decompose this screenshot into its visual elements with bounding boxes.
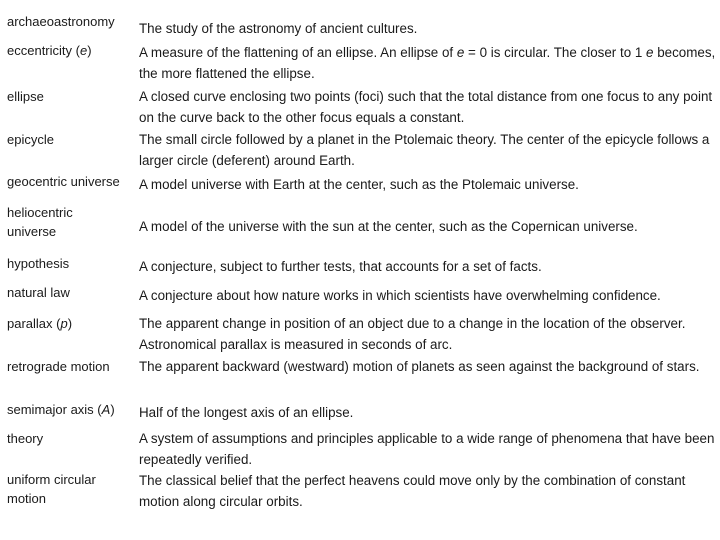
glossary-definition: A system of assumptions and principles applicable to a wide range of phenomena that have been repeatedly verified. [139,431,715,467]
glossary-definition [139,43,717,84]
glossary-term: semimajor axis (A) [7,402,115,417]
glossary-definition: The apparent backward (westward) motion of planets as seen against the background of stars. [139,359,700,374]
glossary-definition: The small circle followed by a planet in the Ptolemaic theory. The center of the epicycle follows a larger circle (deferent) around Earth. [139,132,710,168]
term-variable: e [79,43,88,58]
glossary-definition: The apparent change in position of an object due to a change in the location of the observer. Astronomical parallax is measured in seconds of arc. [139,316,686,352]
definition-variable: e [456,45,465,60]
glossary-term: ellipse [7,89,44,104]
glossary-term: theory [7,431,44,446]
glossary-definition: A closed curve enclosing two points (foci) such that the total distance from one focus to any point on the curve back to the other focus equals a constant. [139,89,713,125]
glossary-definition: The study of the astronomy of ancient cultures. [139,21,418,36]
glossary-definition: A conjecture, subject to further tests, that accounts for a set of facts. [139,259,542,274]
glossary-term: hypothesis [7,256,70,271]
glossary-definition: Half of the longest axis of an ellipse. [139,405,354,420]
glossary-definition: The classical belief that the perfect heavens could move only by the combination of constant motion along circular orbits. [139,473,686,509]
definition-variable: e [646,45,654,60]
glossary-definition: A model universe with Earth at the center, such as the Ptolemaic universe. [139,177,579,192]
term-variable: p [60,316,68,331]
glossary-definition: A conjecture about how nature works in which scientists have overwhelming confidence. [139,288,661,303]
definition-text: A measure of the flattening of an ellipse. An ellipse of [139,45,457,60]
glossary-term: epicycle [7,132,54,147]
glossary-definition: A model of the universe with the sun at the center, such as the Copernican universe. [139,219,638,234]
glossary-term: heliocentric universe [7,205,73,239]
term-text: parallax [7,316,53,331]
term-text: semimajor axis [7,402,94,417]
definition-text: becomes, the more flattened the ellipse. [139,45,716,81]
glossary-term: uniform circular motion [7,472,96,506]
term-variable: A [101,402,111,417]
glossary-term: retrograde motion [7,359,110,374]
definition-text: = 0 is circular. The closer to 1 [464,45,647,60]
glossary-term: archaeoastronomy [7,14,115,29]
glossary-term: geocentric universe [7,174,120,189]
glossary-term: eccentricity (e) [7,43,92,58]
term-text: eccentricity [7,43,73,58]
glossary-term: parallax (p) [7,316,73,331]
glossary-term: natural law [7,285,70,300]
